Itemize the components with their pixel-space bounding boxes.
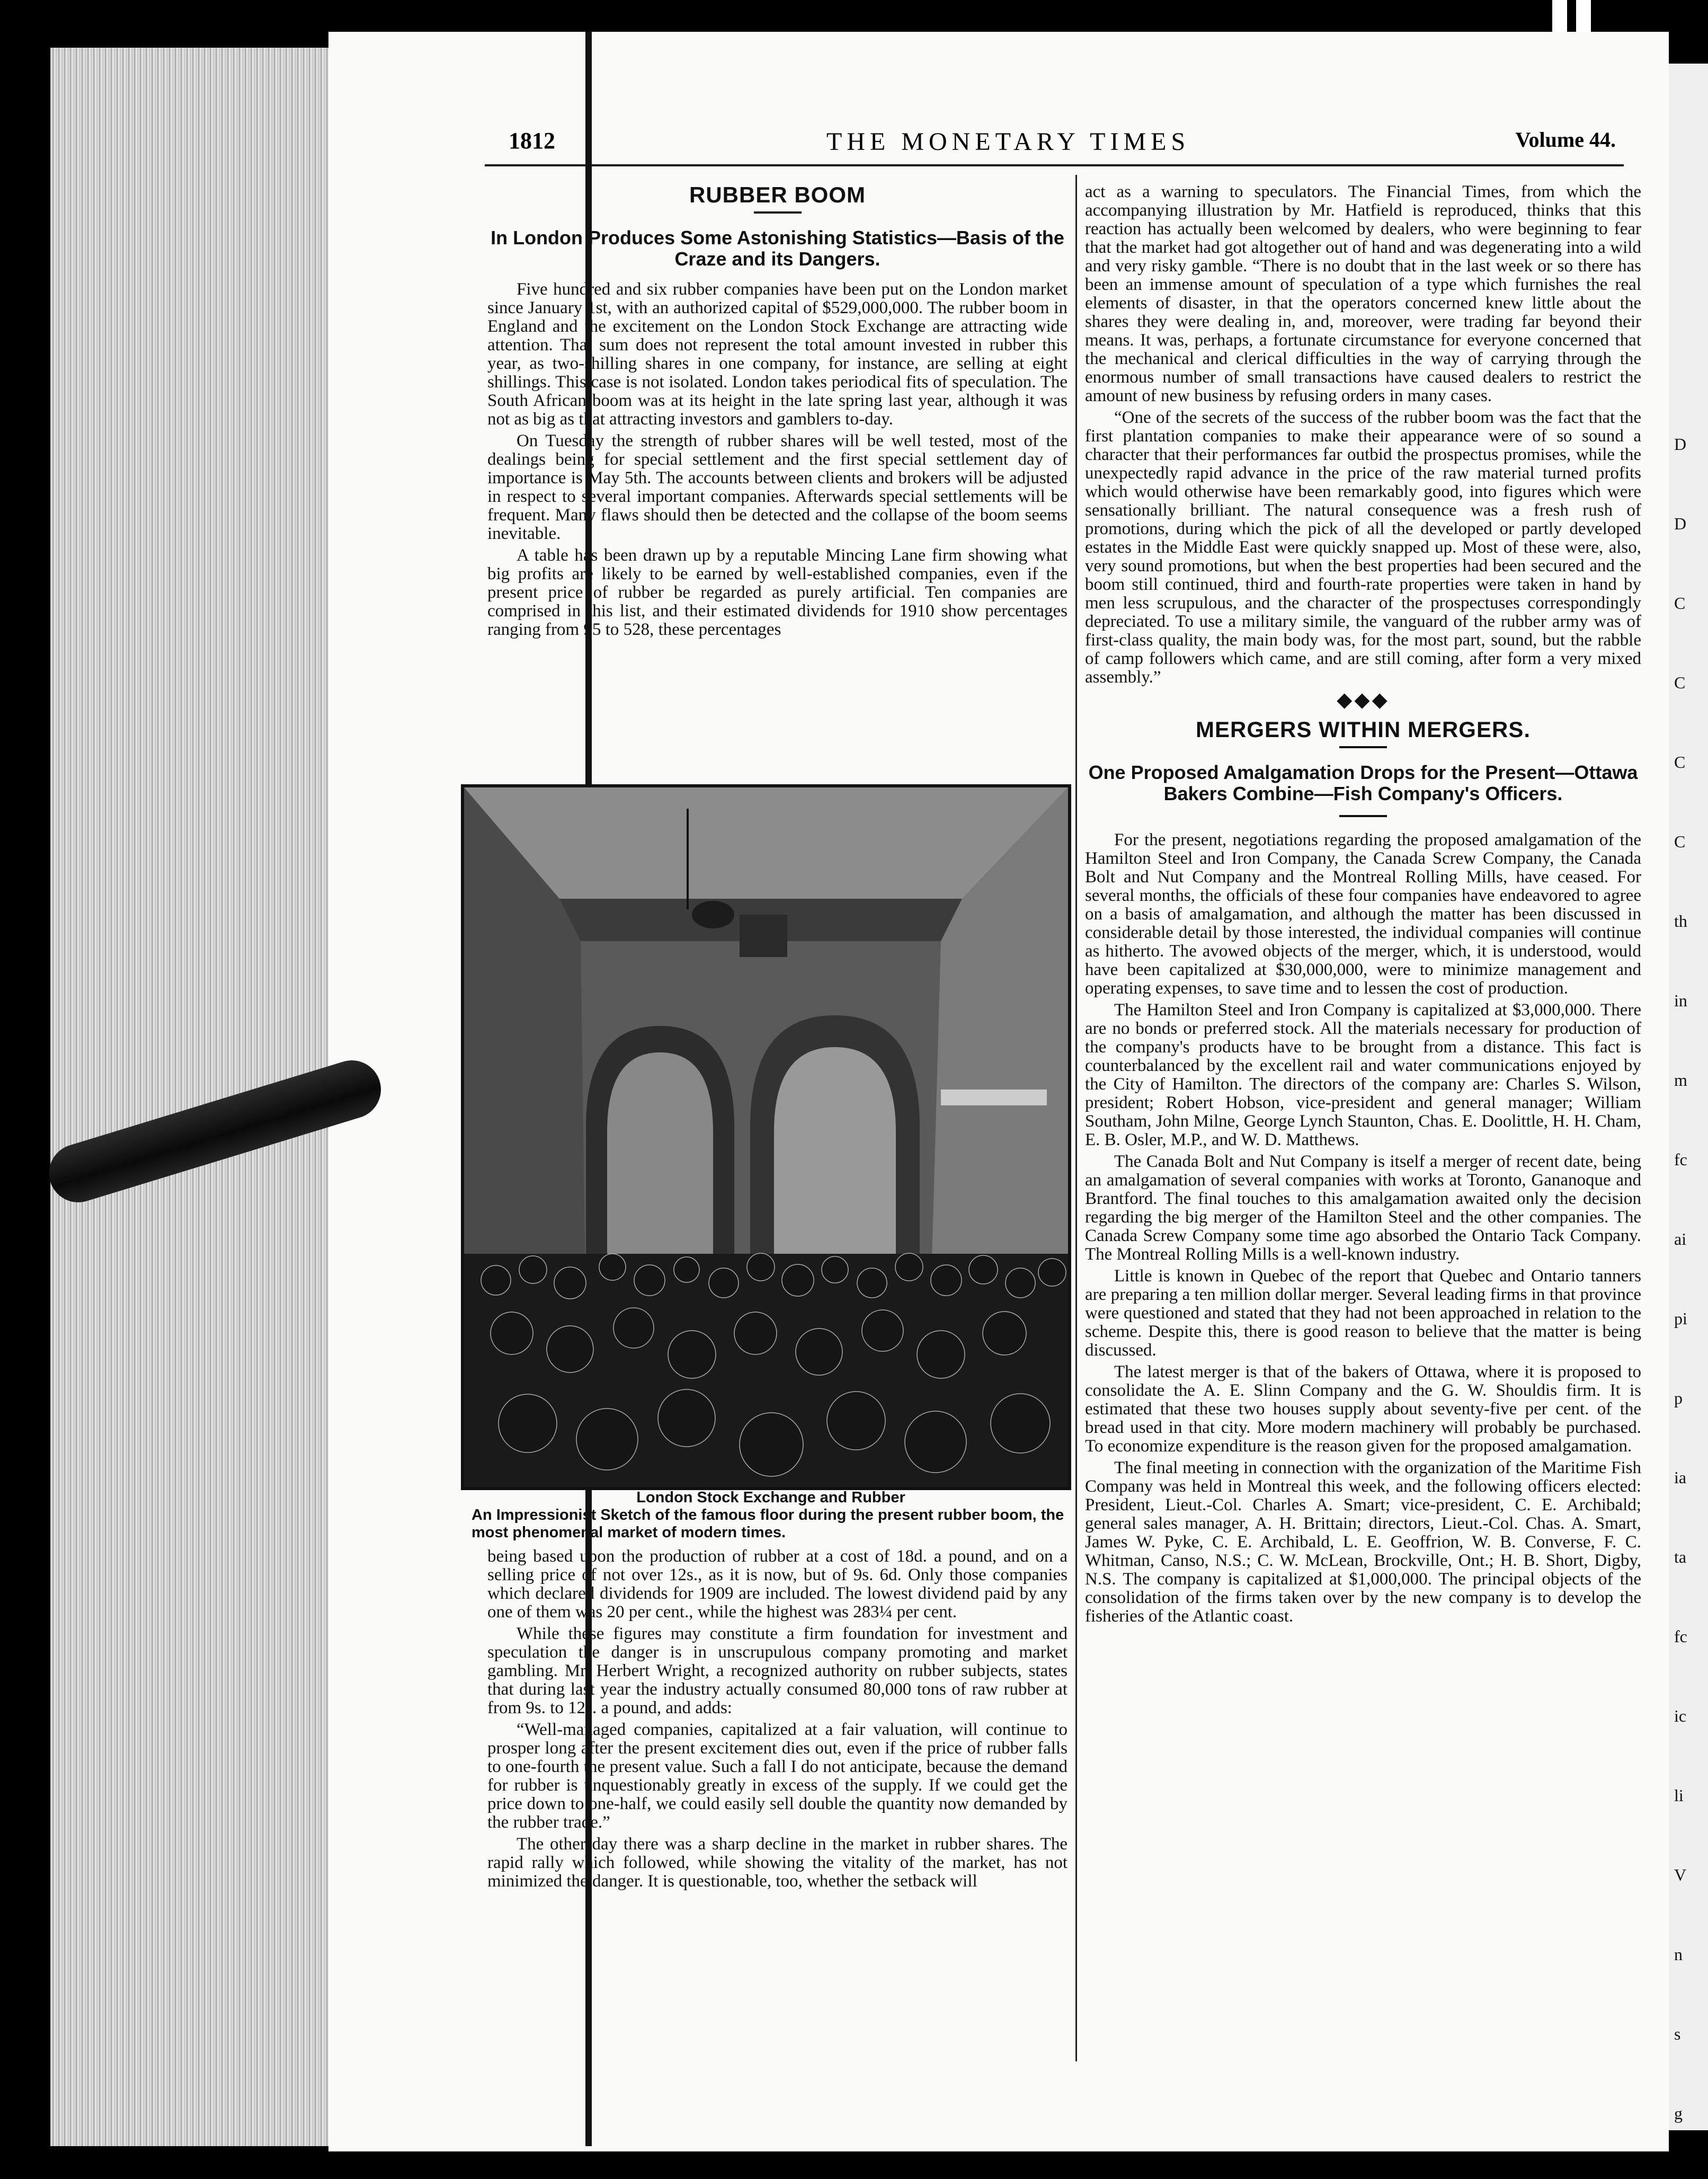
right-column [1085,183,1641,1629]
rubber-article [487,182,1068,642]
adjacent-page-letter: pi [1674,1309,1687,1328]
adjacent-page-letter: fc [1674,1150,1687,1169]
adjacent-page-letter: D [1674,514,1687,533]
adjacent-page-letter: th [1674,911,1687,931]
section-ornament: ◆◆◆ [1337,689,1390,711]
adjacent-page-letter: D [1674,435,1687,454]
adjacent-page-letter: ic [1674,1706,1687,1725]
page-number: 1812 [509,128,555,154]
mergers-paragraph: For the present, negotiations regarding the proposed amalgamation of the Hamilton Steel and Iron Company, the Canada Screw Company, the Canada Bolt and Nut Company and the Montreal Rolling Mills, have ceased. For several months, the officials of these four companies have endeavored to agree on a basis of amalgamation, and although the matter has been discussed in considerable detail by those interested, the individual companies will continue as hitherto. The avowed objects of the merger, which, it is understood, would have been capitalized at $30,000,000, were to minimize management and operating expenses, to save time and to lessen the cost of production. [1085,830,1641,998]
adjacent-page-letter: n [1674,1945,1683,1964]
mergers-paragraph: The latest merger is that of the bakers of Ottawa, where it is proposed to consolidate the A. E. Slinn Company and the G. W. Shouldis firm. It is estimated that these two houses supply about seventy-five per cent. of the bread used in that city. More modern machinery will probably be purchased. To economize expenditure is the reason given for the proposed amalgamation. [1085,1362,1641,1456]
adjacent-page-letter: C [1674,673,1686,692]
rubber-article-continued [487,1547,1068,1894]
article-paragraph: A table has been drawn up by a reputable Mincing Lane firm showing what big profits are likely to be earned by well-established companies, even if the present price of rubber be regarded as purely artificial. Ten companies are comprised in this list, and their estimated dividends for 1910 show percentages ranging from 95 to 528, these percentages [487,546,1068,639]
mergers-subtitle: One Proposed Amalgamation Drops for the Present—Ottawa Bakers Combine—Fish Company's Officers. [1088,761,1638,804]
mergers-paragraph: Little is known in Quebec of the report that Quebec and Ontario tanners are preparing a ten million dollar merger. Several leading firms in that province were questioned and stated that they had not been approached in relation to the scheme. Despite this, there is good reason to believe that the matter is being discussed. [1085,1266,1641,1360]
adjacent-page-letter: ai [1674,1229,1687,1248]
page-header [477,127,1616,164]
article-paragraph: On Tuesday the strength of rubber shares will be well tested, most of the dealings being for special settlement and the first special settlement day of importance is May 5th. The accounts between clients and brokers will be adjusted in respect to several important companies. Afterwards special settlements will be frequent. Many flaws should then be detected and the collapse of the boom seems inevitable. [487,431,1068,543]
header-rule [485,164,1624,166]
mergers-paragraph: The Canada Bolt and Nut Company is itself a merger of recent date, being an amalgamation of several companies with works at Toronto, Gananoque and Brantford. The final touches to this amalgamation awaited only the decision regarding the big merger of the Hamilton Steel and the other companies. The Canada Screw Company some time ago absorbed the Ontario Tack Company. The Montreal Rolling Mills is a well-known industry. [1085,1152,1641,1264]
article-title: RUBBER BOOM [689,182,866,207]
publication-title: THE MONETARY TIMES [826,128,1190,156]
adjacent-page-fragment [1669,64,1708,2130]
adjacent-page-letter: s [1674,2024,1681,2043]
article-subtitle: In London Produces Some Astonishing Statistics—Basis of the Craze and its Dangers. [491,227,1064,270]
caption-title: London Stock Exchange and Rubber [636,1489,905,1506]
adjacent-page-letter: m [1674,1070,1687,1090]
adjacent-page-letter: ta [1674,1547,1687,1566]
adjacent-page-letter: ia [1674,1468,1687,1487]
subtitle-rule [1339,815,1387,817]
mergers-title: MERGERS WITHIN MERGERS. [1195,717,1531,742]
adjacent-page-letter: g [1674,2104,1683,2123]
article-paragraph: “Well-managed companies, capitalized at a fair valuation, will continue to prosper long after the present excitement dies out, even if the price of rubber falls to one-fourth the present value. Such a fall I do not anticipate, because the demand for rubber is unquestionably greatly in excess of the supply. If we could get the price down to one-half, we could easily sell double the quantity now demanded by the rubber trade.” [487,1720,1068,1832]
adjacent-page-letter: li [1674,1786,1684,1805]
adjacent-page-letter: C [1674,752,1686,772]
article-paragraph: While these figures may constitute a firm foundation for investment and speculation the danger is in unscrupulous company promoting and market gambling. Mr. Herbert Wright, a recognized authority on rubber subjects, states that during last year the industry actually consumed 80,000 tons of raw rubber at from 9s. to 12s. a pound, and adds: [487,1624,1068,1717]
illustration-drawing [464,787,1068,1487]
illustration-caption [472,1489,1070,1542]
mergers-paragraph: The Hamilton Steel and Iron Company is capitalized at $3,000,000. There are no bonds or preferred stock. All the materials necessary for production of the company's products have to be brought from a distance. This fact is counterbalanced by the excellent rail and water communications enjoyed by the City of Hamilton. The directors of the company are: Charles S. Wilson, president; Robert Hobson, vice-president and general manager; William Southam, John Milne, George Lynch Staunton, Chas. E. Doolittle, H. H. Cham, E. B. Osler, M.P., and W. D. Matthews. [1085,1000,1641,1149]
top-edge-mark [1576,0,1591,32]
stock-exchange-illustration [461,784,1071,1490]
adjacent-page-letter: p [1674,1388,1683,1407]
adjacent-page-letter: C [1674,832,1686,851]
article-paragraph: “One of the secrets of the success of the rubber boom was the fact that the first plantation companies to make their appearance were of so sound a character that their performances far outbid the prospectus promises, while the unexpectedly rapid advance in the price of the raw material turned profits which would otherwise have been remarkably good, into figures which were sensationally brilliant. The natural consequence was a fresh rush of promotions, during which the pick of all the developed or partly developed estates in the Middle East were quickly snapped up. Most of these were, also, very sound promotions, but when the best properties had been secured and the boom still continued, third and fourth-rate properties were taken in hand by men less scrupulous, and the character of the prospectuses correspondingly depreciated. To use a military simile, the vanguard of the rubber army was of first-class quality, the main body was, for the most part, sound, but the rabble of camp followers which came, and are still coming, after form a very mixed assembly.” [1085,408,1641,687]
adjacent-page-letter: in [1674,991,1687,1010]
top-edge-mark [1552,0,1567,32]
caption-text: An Impressionist Sketch of the famous floor during the present rubber boom, the most phenomenal market of modern times. [472,1507,1064,1541]
title-rule [754,211,802,214]
article-paragraph: being based upon the production of rubber at a cost of 18d. a pound, and on a selling price of not over 12s., as it is now, but of 9s. 6d. Only those companies which declared dividends for 1909 are included. The lowest dividend paid by any one of them was 20 per cent., while the highest was 283¼ per cent. [487,1547,1068,1622]
article-paragraph: act as a warning to speculators. The Financial Times, from which the accompanying illustration by Mr. Hatfield is reproduced, thinks that this reaction has actually been welcomed by dealers, who were beginning to fear that the market had got altogether out of hand and was degenerating into a wild and very risky gamble. “There is no doubt that in the last week or so there has been an immense amount of speculation of a type which furnishes the real elements of disaster, in that the operators concerned knew little about the shares they were dealing in, and, moreover, were trading far beyond their means. It was, perhaps, a fortunate circumstance for everyone concerned that the mechanical and clerical difficulties in the way of carrying through the enormous number of small transactions have caused dealers to restrict the amount of new business by refusing orders in many cases. [1085,182,1641,405]
article-paragraph: The other day there was a sharp decline in the market in rubber shares. The rapid rally which followed, while showing the vitality of the market, has not minimized the danger. It is questionable, too, whether the setback will [487,1835,1068,1891]
volume-label: Volume 44. [1515,128,1616,152]
article-paragraph: Five hundred and six rubber companies have been put on the London market since January 1st, with an authorized capital of $529,000,000. The rubber boom in England and the excitement on the London Stock Exchange are attracting wide attention. That sum does not represent the total amount invested in rubber this year, as two-shilling shares in one company, for instance, are selling at eight shillings. This case is not isolated. London takes periodical fits of speculation. The South African boom was at its height in the late spring last year, although it was not as big as that attracting investors and gamblers to-day. [487,280,1068,429]
mergers-paragraph: The final meeting in connection with the organization of the Maritime Fish Company was held in Montreal this week, and the following officers elected: President, Lieut.-Col. Charles A. Smart; vice-president, C. E. Archibald; general sales manager, A. H. Brittain; directors, Lieut.-Col. Chas. A. Smart, James W. Pyke, C. E. Archibald, L. E. Geoffrion, W. B. Converse, F. C. Whitman, Canso, N.S.; C. W. McLean, Brockville, Ont.; H. B. Short, Digby, N.S. The company is capitalized at $1,000,000. The principal objects of the consolidation of the firms taken over by the new company is to develop the fisheries of the Atlantic coast. [1085,1458,1641,1626]
adjacent-page-letter: V [1674,1865,1687,1884]
title-rule [1339,746,1387,748]
adjacent-page-letter: C [1674,594,1686,613]
column-divider [1075,175,1077,2061]
adjacent-page-letter: fc [1674,1627,1687,1646]
